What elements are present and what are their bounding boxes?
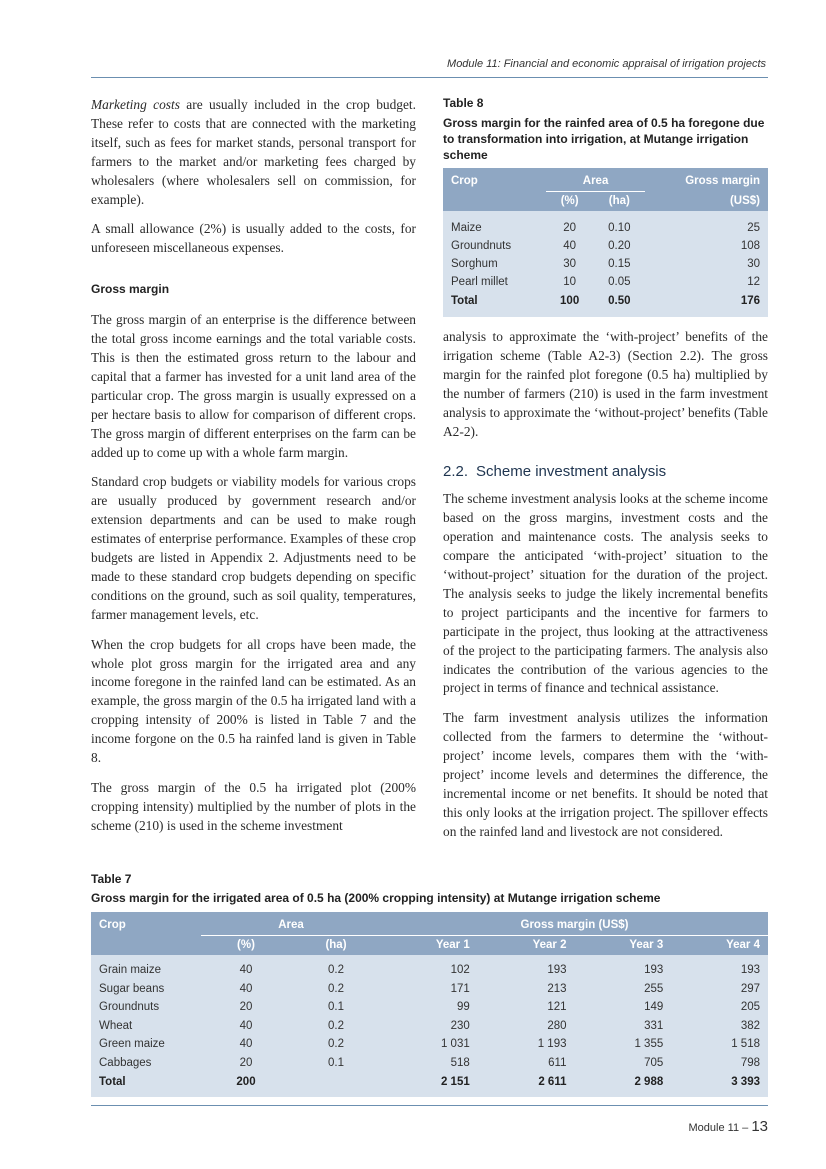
cell-year-3: 331 (644, 1019, 664, 1032)
section-heading-2-2 (443, 463, 768, 482)
table-row (91, 980, 768, 999)
cell-year-2: 121 (547, 1001, 567, 1014)
cell-gm: 176 (740, 295, 760, 307)
running-header: Module 11: Financial and economic appraisal of irrigation projects (447, 58, 766, 70)
table-row (443, 237, 768, 255)
table8-header-area: Area (582, 174, 609, 187)
table-row (443, 273, 768, 291)
paragraph-text: are usually included in the crop budget. These refer to costs that are connected with the marketing itself, such as fees for market stands, personal transport for farmers to the market and/or marketing fees charged by wholesalers (where wholesalers sell on commission, for example). (91, 97, 416, 207)
cell-crop: Green maize (99, 1038, 165, 1051)
table-row (91, 998, 768, 1017)
cell-year-3: 149 (644, 1001, 664, 1014)
cell-ha: 0.1 (328, 1001, 344, 1014)
cell-year-2: 611 (548, 1056, 567, 1069)
cell-pct: 100 (560, 295, 580, 307)
cell-year-2: 1 193 (537, 1038, 567, 1051)
table7-year-4: Year 4 (671, 935, 768, 955)
cell-crop: Total (99, 1075, 126, 1088)
cell-crop: Grain maize (99, 964, 161, 977)
table-row (91, 961, 768, 980)
page-number: 13 (751, 1118, 768, 1135)
subheading-gross-margin: Gross margin (91, 282, 170, 297)
table7-header-area: Area (278, 918, 304, 931)
table7-sub-pct: (%) (201, 935, 291, 955)
cell-year-1: 171 (450, 982, 470, 995)
cell-pct: 40 (239, 964, 253, 977)
cell-gm: 30 (747, 258, 760, 270)
cell-pct: 20 (563, 222, 577, 234)
cell-pct: 10 (563, 276, 577, 288)
cell-year-4: 205 (740, 1001, 760, 1014)
cell-crop: Groundnuts (99, 1001, 160, 1014)
cell-pct: 40 (563, 240, 577, 252)
table8 (443, 168, 768, 317)
table7-sub-ha: (ha) (291, 935, 381, 955)
table8-caption-block (443, 96, 768, 163)
table7-year-2: Year 2 (478, 935, 575, 955)
cell-year-3: 193 (644, 964, 664, 977)
table-row (91, 1017, 768, 1036)
cell-crop: Sugar beans (99, 982, 165, 995)
cell-year-4: 297 (740, 982, 760, 995)
table8-header-crop: Crop (451, 175, 478, 187)
page-footer (689, 1118, 768, 1135)
cell-gm: 12 (747, 276, 760, 288)
cell-pct: 20 (239, 1001, 253, 1014)
cell-ha: 0.2 (328, 1019, 344, 1032)
cell-pct: 30 (563, 258, 577, 270)
cell-ha (291, 1072, 381, 1091)
cell-crop: Sorghum (451, 258, 498, 270)
table7-year-1: Year 1 (381, 935, 478, 955)
table7-caption: Gross margin for the irrigated area of 0.5 ha (200% cropping intensity) at Mutange irrigation scheme (91, 891, 661, 905)
table8-sub-pct: (%) (546, 191, 594, 211)
term-marketing-costs: Marketing costs (91, 97, 180, 112)
table8-caption: Gross margin for the rainfed area of 0.5 ha foregone due to transformation into irrigation, at Mutange irrigation scheme (443, 116, 765, 162)
cell-pct: 200 (236, 1075, 256, 1088)
cell-year-1: 2 151 (440, 1075, 470, 1088)
table-total-row (91, 1072, 768, 1091)
cell-crop: Groundnuts (451, 240, 512, 252)
cell-ha: 0.50 (608, 295, 631, 307)
table7-header-gm: Gross margin (US$) (520, 918, 629, 931)
cell-crop: Wheat (99, 1019, 133, 1032)
table8-label: Table 8 (443, 96, 484, 110)
table-row (443, 255, 768, 273)
cell-pct: 40 (239, 1038, 253, 1051)
table-row (91, 1035, 768, 1054)
header-rule (91, 77, 768, 78)
cell-ha: 0.05 (608, 276, 631, 288)
cell-year-4: 798 (740, 1056, 760, 1069)
left-column (91, 96, 416, 847)
paragraph-gross-margin-def: The gross margin of an enterprise is the difference between the total gross income earnings and the total variable costs. This is then the estimated gross return to the labour and capital that a farmer has invested for a unit land area of the particular crop. The gross margin is usually expressed on a per hectare basis to allow for comparison of different crops. The gross margin of different enterprises on the farm can be added up to come up with a whole farm margin. (91, 312, 416, 460)
cell-gm: 25 (747, 222, 760, 234)
table-row (91, 1054, 768, 1073)
table7-header-crop: Crop (99, 919, 126, 931)
cell-crop: Pearl millet (451, 276, 508, 288)
table7-label: Table 7 (91, 872, 132, 886)
table8-header-gm: Gross margin (685, 175, 760, 187)
cell-gm: 108 (740, 240, 760, 252)
cell-year-4: 3 393 (731, 1075, 760, 1088)
cell-year-3: 1 355 (634, 1038, 664, 1051)
cell-year-3: 705 (644, 1056, 664, 1069)
table7-caption-block (91, 872, 768, 906)
cell-year-1: 102 (450, 964, 470, 977)
cell-year-3: 2 988 (634, 1075, 664, 1088)
cell-ha: 0.15 (608, 258, 631, 270)
table8-sub-ha: (ha) (593, 191, 645, 211)
cell-ha: 0.2 (328, 964, 344, 977)
cell-ha: 0.2 (328, 982, 344, 995)
cell-year-3: 255 (644, 982, 664, 995)
paragraph-marketing-costs (91, 96, 416, 209)
cell-year-2: 193 (547, 964, 567, 977)
paragraph-farm-analysis: The farm investment analysis utilizes the information collected from the farmers to determine the ‘without-project’ income levels, compares them with the ‘with-project’ income levels and determines the difference, the incremental income or net benefits. It should be noted that this only looks at the irrigation project. The spillover effects on the rainfed land and livestock are not considered. (443, 710, 768, 839)
cell-year-2: 2 611 (538, 1075, 567, 1088)
cell-crop: Cabbages (99, 1056, 152, 1069)
cell-pct: 40 (239, 982, 253, 995)
cell-ha: 0.20 (608, 240, 631, 252)
cell-year-1: 230 (450, 1019, 470, 1032)
table-total-row (443, 291, 768, 311)
paragraph-with-project: analysis to approximate the ‘with-project’ benefits of the irrigation scheme (Table A2-3) (Section 2.2). The gross margin for the rainfed plot foregone (0.5 ha) multiplied by the number of farmers (210) is used in the farm investment analysis to approximate the ‘without-project’ benefits (Table A2-2). (443, 329, 768, 439)
cell-year-4: 1 518 (731, 1038, 760, 1051)
paragraph-scheme-analysis: The scheme investment analysis looks at the scheme income based on the gross margins, investment costs and the operation and maintenance costs. The analysis seeks to compare the anticipated ‘with-project’ situation to the ‘without-project’ situation for the duration of the project. The analysis seeks to judge the likely incremental benefits to project participants and the incentive for farmers to participate in the project, thus looking at the attractiveness of the project to the participating farmers. The analysis also indicates the contribution of the various agencies to the project in terms of finance and technical assistance. (443, 491, 768, 696)
table8-sub-usd: (US$) (729, 195, 760, 207)
paragraph-allowance: A small allowance (2%) is usually added to the costs, for unforeseen miscellaneous expenses. (91, 221, 416, 256)
cell-crop: Maize (451, 222, 482, 234)
cell-pct: 40 (239, 1019, 253, 1032)
cell-year-1: 1 031 (440, 1038, 470, 1051)
footer-rule (91, 1105, 768, 1106)
cell-crop: Total (451, 295, 478, 307)
cell-year-1: 99 (456, 1001, 470, 1014)
cell-year-1: 518 (450, 1056, 470, 1069)
paragraph-standard-budgets: Standard crop budgets or viability models for various crops are usually produced by government research and/or extension departments and can be used to make rough estimates of enterprise performance. Examples of these crop budgets are listed in Appendix 2. Adjustments need to be made to these standard crop budgets depending on specific conditions on the ground, such as soil quality, temperatures, farmer management levels, etc. (91, 474, 416, 622)
paragraph-scheme-investment: The gross margin of the 0.5 ha irrigated plot (200% cropping intensity) multiplied by the number of plots in the scheme (210) is used in the scheme investment (91, 780, 416, 833)
section-title: Scheme investment analysis (476, 463, 667, 481)
right-column (443, 328, 768, 853)
cell-year-4: 193 (740, 964, 760, 977)
section-number: 2.2. (443, 463, 469, 481)
table7-year-3: Year 3 (575, 935, 672, 955)
cell-year-2: 280 (547, 1019, 567, 1032)
table7 (91, 912, 768, 1097)
cell-pct: 20 (239, 1056, 253, 1069)
cell-year-4: 382 (740, 1019, 760, 1032)
cell-ha: 0.2 (328, 1038, 344, 1051)
paragraph-whole-plot: When the crop budgets for all crops have been made, the whole plot gross margin for the irrigated area and any income foregone in the rainfed land can be estimated. As an example, the gross margin of the 0.5 ha irrigated land with a cropping intensity of 200% is listed in Table 7 and the income forgone on the 0.5 ha rainfed land is given in Table 8. (91, 636, 416, 766)
cell-year-2: 213 (547, 982, 567, 995)
footer-module-label: Module 11 – (688, 1122, 749, 1134)
cell-ha: 0.10 (608, 222, 631, 234)
cell-ha: 0.1 (328, 1056, 344, 1069)
table-row (443, 219, 768, 237)
